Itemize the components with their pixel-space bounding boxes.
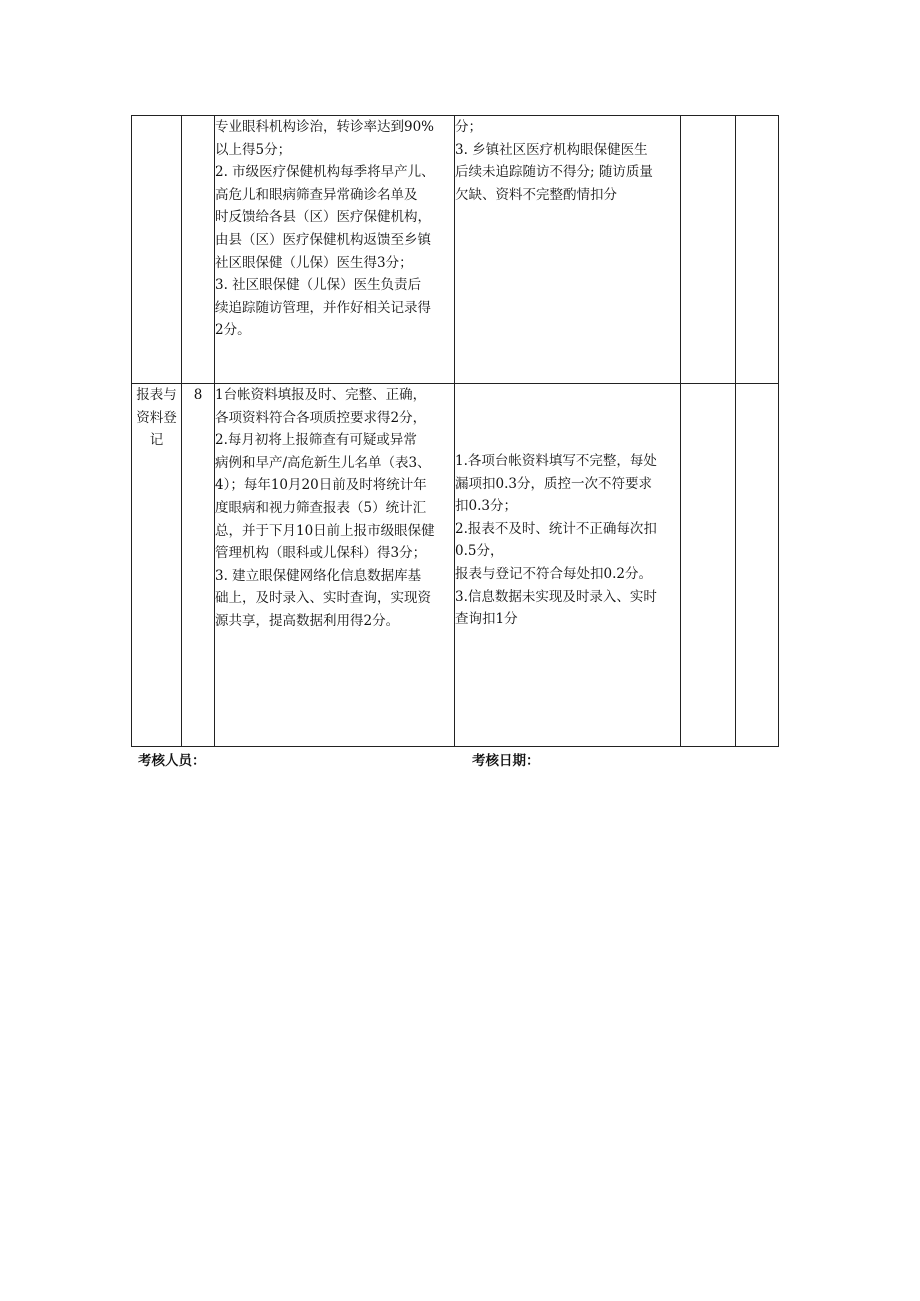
table-row [132, 116, 779, 384]
standard-line: 社区眼保健（儿保）医生得3分； [215, 254, 413, 271]
blank-cell [736, 384, 779, 747]
standard-line: 源共享，提高数据利用得2分。 [215, 612, 400, 629]
deduction-line: 0.5分， [455, 543, 504, 560]
standard-line: 1台帐资料填报及时、完整、正确， [215, 387, 427, 403]
standard-cell [215, 116, 455, 384]
standard-line: 2分。 [215, 322, 251, 339]
examiner-label: 考核人员： [138, 753, 206, 769]
standard-cell [215, 384, 455, 747]
standard-line: 2.每月初将上报筛查有可疑或异常 [215, 432, 417, 449]
standard-line: 础上，及时录入、实时查询，实现资 [215, 590, 431, 607]
deduction-cell [455, 116, 681, 384]
standard-line: 由县（区）医疗保健机构返馈至乡镇 [215, 231, 431, 248]
standard-line: 各项资料符合各项质控要求得2分， [215, 409, 427, 426]
item-cell [132, 116, 182, 384]
blank-cell [681, 116, 736, 384]
standard-line: 时反馈给各县（区）医疗保健机构， [215, 209, 431, 226]
standard-line: 专业眼科机构诊治，转诊率达到90% [215, 119, 435, 135]
standard-line: 病例和早产/高危新生儿名单（表3、 [215, 454, 431, 471]
item-cell: 报表与资料登记 [132, 384, 182, 747]
standard-line: 4）；每年10月20日前及时将统计年 [215, 477, 427, 494]
standard-line: 管理机构（眼科或儿保科）得3分； [215, 545, 427, 562]
assessment-table [131, 115, 779, 747]
standard-line: 续追踪随访管理，并作好相关记录得 [215, 299, 431, 316]
standard-line: 高危儿和眼病筛查异常确诊名单及 [215, 186, 418, 203]
blank-cell [736, 116, 779, 384]
score-cell: 8 [182, 384, 215, 747]
exam-date-label: 考核日期： [472, 753, 540, 769]
table-row [132, 384, 779, 747]
score-cell [182, 116, 215, 384]
deduction-line: 3. 乡镇社区医疗机构眼保健医生 [455, 141, 648, 158]
deduction-line: 后续未追踪随访不得分; 随访质量 [455, 164, 653, 181]
standard-line: 度眼病和视力筛查报表（5）统计汇 [215, 499, 427, 516]
deduction-line: 3.信息数据未实现及时录入、实时 [455, 588, 657, 605]
standard-line: 以上得5分； [215, 141, 292, 158]
deduction-line: 分； [455, 119, 482, 135]
deduction-line: 扣0.3分； [455, 498, 517, 515]
spacer [455, 384, 680, 450]
deduction-cell [455, 384, 681, 747]
deduction-line: 欠缺、资料不完整酌情扣分 [455, 186, 617, 203]
standard-line: 2. 市级医疗保健机构每季将早产儿、 [215, 164, 435, 181]
standard-line: 3. 社区眼保健（儿保）医生负责后 [215, 277, 422, 294]
deduction-line: 报表与登记不符合每处扣0.2分。 [455, 565, 652, 582]
blank-cell [681, 384, 736, 747]
standard-line: 总，并于下月10日前上报市级眼保健 [215, 522, 435, 539]
deduction-line: 1.各项台帐资料填写不完整，每处 [455, 453, 657, 469]
deduction-line: 漏项扣0.3分，质控一次不符要求 [455, 475, 652, 492]
standard-line: 3. 建立眼保健网络化信息数据库基 [215, 567, 422, 584]
deduction-line: 查询扣1分 [455, 611, 518, 628]
deduction-line: 2.报表不及时、统计不正确每次扣 [455, 520, 657, 537]
